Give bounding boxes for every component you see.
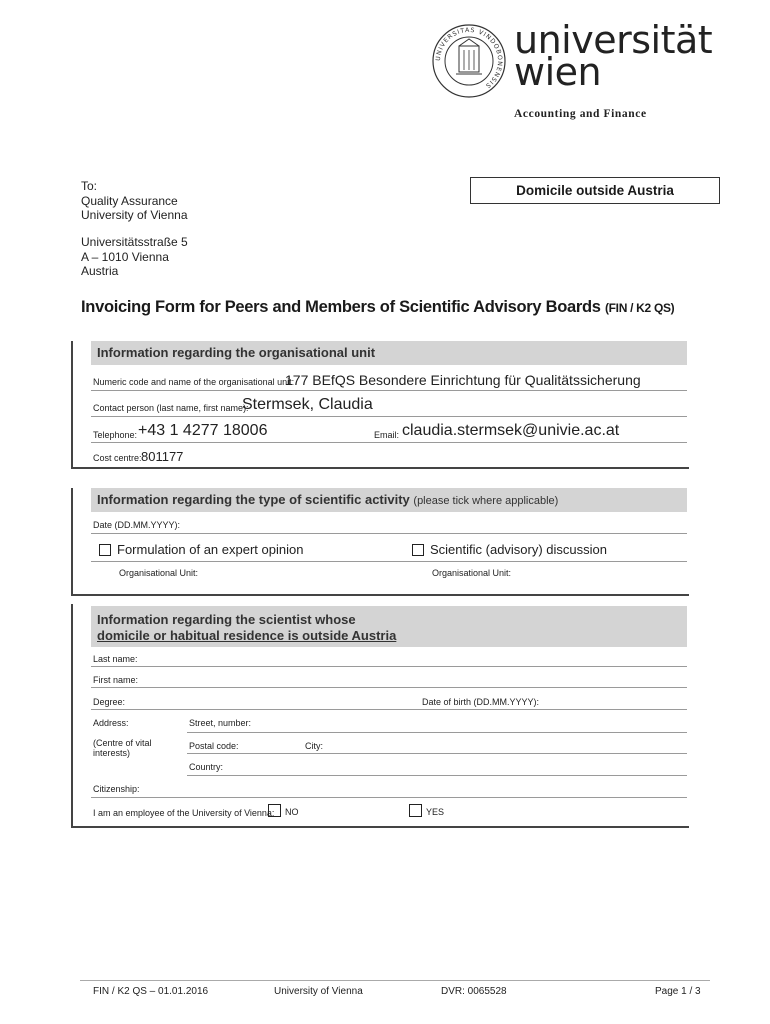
section3-heading-line1: Information regarding the scientist whose <box>97 612 356 627</box>
section3-heading-line2: domicile or habitual residence is outside Austria <box>97 628 397 643</box>
unit-row <box>91 369 687 391</box>
first-name-row[interactable] <box>91 671 687 688</box>
country-row[interactable] <box>187 758 687 776</box>
footer-org: University of Vienna <box>274 986 363 997</box>
section-activity-type <box>71 488 689 596</box>
org-unit-label-2: Organisational Unit: <box>432 568 512 578</box>
university-seal-icon <box>432 24 506 98</box>
postal-city-row[interactable] <box>187 737 687 754</box>
form-title-main: Invoicing Form for Peers and Members of Scientific Advisory Boards <box>81 298 601 316</box>
footer-divider <box>80 980 710 981</box>
form-title-code: (FIN / K2 QS) <box>604 301 675 315</box>
section3-heading <box>91 606 687 647</box>
street-row[interactable] <box>187 714 687 733</box>
form-title <box>81 298 674 317</box>
email-label: Email: <box>374 430 400 440</box>
employee-no-checkbox[interactable] <box>268 804 281 817</box>
last-name-label: Last name: <box>93 654 138 664</box>
logo-wordmark <box>514 18 713 94</box>
address-label: Address: <box>93 718 129 728</box>
recipient-unit: Quality Assurance <box>81 193 178 208</box>
cost-label: Cost centre: <box>93 453 142 463</box>
phone-value[interactable]: +43 1 4277 18006 <box>138 422 268 439</box>
degree-label: Degree: <box>93 697 126 707</box>
postal-label: Postal code: <box>189 741 239 751</box>
advisory-discussion-checkbox[interactable] <box>412 544 424 556</box>
employee-no-label: NO <box>285 807 299 817</box>
option-advisory-discussion[interactable] <box>412 542 607 557</box>
unit-label: Numeric code and name of the organisational unit: <box>93 377 295 387</box>
section1-heading: Information regarding the organisational unit <box>91 341 687 365</box>
logo-line1: universität <box>514 18 713 62</box>
section2-heading <box>91 488 687 512</box>
svg-text:UNIVERSITAS VINDOBONENSIS: UNIVERSITAS VINDOBONENSIS <box>434 26 504 90</box>
last-name-row[interactable] <box>91 650 687 667</box>
recipient-org: University of Vienna <box>81 208 188 222</box>
citizenship-label: Citizenship: <box>93 784 140 794</box>
recipient-city: A – 1010 Vienna <box>81 249 169 264</box>
email-value[interactable]: claudia.stermsek@univie.ac.at <box>402 422 620 439</box>
department-name: Accounting and Finance <box>514 108 647 120</box>
first-name-label: First name: <box>93 675 139 685</box>
option-advisory-discussion-label: Scientific (advisory) discussion <box>430 542 608 557</box>
date-row <box>91 516 687 534</box>
option-expert-opinion[interactable] <box>99 542 303 557</box>
recipient-to: To: <box>81 179 98 193</box>
activity-options-row <box>91 538 687 562</box>
recipient-country: Austria <box>81 264 119 278</box>
date-label: Date (DD.MM.YYYY): <box>93 520 181 530</box>
degree-row[interactable] <box>91 692 687 710</box>
country-label: Country: <box>189 762 224 772</box>
contact-row <box>91 394 687 417</box>
section-scientist <box>71 604 689 828</box>
street-label: Street, number: <box>189 718 252 728</box>
city-label: City: <box>305 741 323 751</box>
logo-line2: wien <box>514 50 602 94</box>
contact-value[interactable]: Stermsek, Claudia <box>242 396 373 413</box>
section2-heading-text: Information regarding the type of scientific activity <box>97 492 410 507</box>
recipient-street-block <box>81 235 188 279</box>
employee-no-option[interactable] <box>268 804 299 817</box>
recipient-street: Universitätsstraße 5 <box>81 235 188 249</box>
phone-email-row <box>91 420 687 443</box>
centre-vital-line1: (Centre of vital <box>93 738 152 748</box>
unit-value[interactable]: 177 BEfQS Besondere Einrichtung für Qualitätssicherung <box>285 372 641 388</box>
contact-label: Contact person (last name, first name): <box>93 403 249 413</box>
org-unit-label-1: Organisational Unit: <box>119 568 199 578</box>
centre-vital-line2: interests) <box>93 748 131 758</box>
footer-page-number: Page 1 / 3 <box>655 986 701 997</box>
employee-yes-checkbox[interactable] <box>409 804 422 817</box>
phone-label: Telephone: <box>93 430 138 440</box>
dob-label: Date of birth (DD.MM.YYYY): <box>422 697 540 707</box>
citizenship-row[interactable] <box>91 780 687 798</box>
employee-yes-label: YES <box>426 807 445 817</box>
domicile-box: Domicile outside Austria <box>470 177 720 204</box>
footer-dvr: DVR: 0065528 <box>441 986 507 997</box>
option-expert-opinion-label: Formulation of an expert opinion <box>117 542 304 557</box>
section2-heading-note: (please tick where applicable) <box>413 495 559 507</box>
expert-opinion-checkbox[interactable] <box>99 544 111 556</box>
section-organisational-unit <box>71 341 689 469</box>
cost-value[interactable]: 801177 <box>141 449 184 464</box>
employee-label: I am an employee of the University of Vienna: <box>93 808 275 818</box>
footer-form-code: FIN / K2 QS – 01.01.2016 <box>93 986 209 997</box>
employee-yes-option[interactable] <box>409 804 444 817</box>
recipient-address <box>81 179 188 223</box>
